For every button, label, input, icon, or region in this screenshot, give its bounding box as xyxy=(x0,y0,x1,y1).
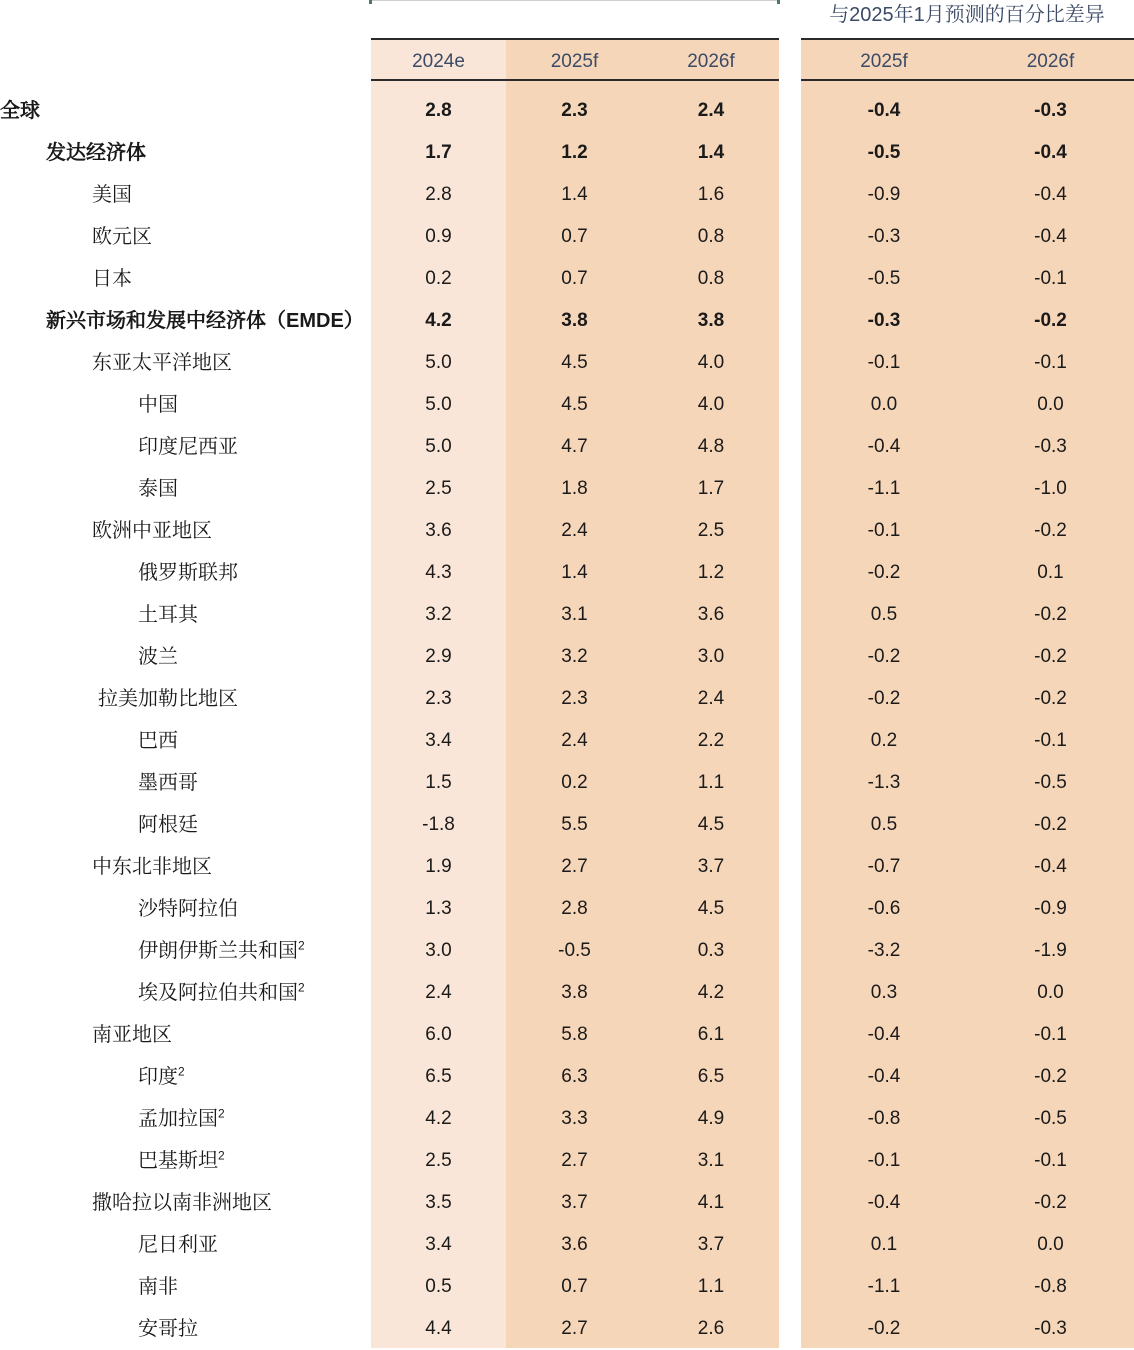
row-label xyxy=(138,1266,178,1308)
table-row xyxy=(0,930,1134,972)
diff-value: 0.1 xyxy=(1037,562,1064,583)
row-label-text: 泰国 xyxy=(138,478,178,500)
growth-value: -0.5 xyxy=(558,940,591,961)
row-label xyxy=(92,1182,272,1224)
diff-value: -0.5 xyxy=(867,268,901,289)
growth-value: 2.4 xyxy=(425,982,452,1003)
row-label-text: 拉美加勒比地区 xyxy=(98,688,238,710)
row-label xyxy=(138,972,305,1014)
diff-value: -0.4 xyxy=(867,436,901,457)
row-label xyxy=(138,1098,225,1140)
growth-value: 2.8 xyxy=(561,898,588,919)
growth-value: 3.8 xyxy=(697,310,725,331)
table-row xyxy=(0,90,1134,132)
growth-value: 6.0 xyxy=(425,1024,452,1045)
table-row xyxy=(0,972,1134,1014)
diff-value: 0.0 xyxy=(1037,394,1064,415)
growth-value: 1.2 xyxy=(561,142,588,163)
growth-value: 2.4 xyxy=(697,100,725,121)
growth-value: 0.8 xyxy=(697,226,725,247)
table-row xyxy=(0,678,1134,720)
diff-value: -0.3 xyxy=(1034,436,1067,457)
growth-value: 4.4 xyxy=(425,1318,452,1339)
growth-value: 1.6 xyxy=(697,184,725,205)
row-label-text: 欧洲中亚地区 xyxy=(92,520,212,542)
diff-value: -0.4 xyxy=(1034,142,1067,163)
row-label-text: 墨西哥 xyxy=(138,772,198,794)
row-label xyxy=(92,216,152,258)
row-label xyxy=(138,888,238,930)
row-label-text: 阿根廷 xyxy=(138,814,198,836)
growth-value: 2.8 xyxy=(425,184,452,205)
row-label xyxy=(98,678,238,720)
growth-value: 1.7 xyxy=(697,478,725,499)
table-row xyxy=(0,426,1134,468)
row-label-text: 印度 xyxy=(138,1066,178,1088)
growth-value: 1.3 xyxy=(425,898,452,919)
diff-value: 0.3 xyxy=(870,982,898,1003)
growth-value: 3.2 xyxy=(425,604,452,625)
growth-value: 6.3 xyxy=(561,1066,588,1087)
table-row xyxy=(0,1224,1134,1266)
table-row xyxy=(0,1098,1134,1140)
row-label xyxy=(46,132,146,174)
growth-value: 4.2 xyxy=(425,1108,452,1129)
growth-value: 2.5 xyxy=(425,478,452,499)
row-label xyxy=(92,174,132,216)
growth-value: 2.5 xyxy=(697,520,725,541)
row-label-text: 东亚太平洋地区 xyxy=(92,352,232,374)
row-label xyxy=(92,258,132,300)
diff-section-title: 与2025年1月预测的百分比差异 xyxy=(829,4,1105,26)
diff-value: -0.1 xyxy=(1034,1150,1067,1171)
row-label xyxy=(138,762,198,804)
diff-value: -1.3 xyxy=(867,772,901,793)
col-header-2024e: 2024e xyxy=(412,51,465,72)
diff-value: -0.4 xyxy=(867,1024,901,1045)
diff-value: -1.9 xyxy=(1034,940,1067,961)
diff-value: -0.1 xyxy=(867,520,901,541)
row-label xyxy=(138,636,178,678)
table-row xyxy=(0,1182,1134,1224)
growth-value: 4.0 xyxy=(697,394,725,415)
diff-value: -0.2 xyxy=(1034,1066,1067,1087)
table-row xyxy=(0,762,1134,804)
diff-value: -0.1 xyxy=(867,352,901,373)
growth-value: 2.8 xyxy=(425,100,452,121)
diff-value: -0.8 xyxy=(1034,1276,1067,1297)
growth-value: 5.0 xyxy=(425,394,452,415)
growth-value: 4.2 xyxy=(425,310,452,331)
growth-value: 1.5 xyxy=(425,772,452,793)
growth-value: 0.2 xyxy=(425,268,452,289)
table-row xyxy=(0,510,1134,552)
row-label xyxy=(92,846,212,888)
diff-value: -0.2 xyxy=(867,562,901,583)
footnote-marker: 2 xyxy=(218,1148,225,1163)
diff-col-header-2026f: 2026f xyxy=(1026,51,1075,72)
diff-value: -0.1 xyxy=(1034,352,1067,373)
row-label-text: 南非 xyxy=(138,1276,178,1298)
diff-value: -0.7 xyxy=(867,856,901,877)
growth-value: 3.7 xyxy=(697,1234,725,1255)
growth-value: 0.7 xyxy=(561,1276,588,1297)
growth-value: 1.7 xyxy=(425,142,452,163)
table-row xyxy=(0,846,1134,888)
table-row xyxy=(0,258,1134,300)
row-label-text: 印度尼西亚 xyxy=(138,436,238,458)
growth-value: 3.4 xyxy=(425,730,452,751)
growth-value: 1.1 xyxy=(697,1276,725,1297)
growth-value: 1.9 xyxy=(425,856,452,877)
growth-value: 2.7 xyxy=(561,1150,588,1171)
row-label xyxy=(138,1056,185,1098)
growth-value: 1.1 xyxy=(697,772,725,793)
table-row xyxy=(0,552,1134,594)
growth-value: 4.0 xyxy=(697,352,725,373)
diff-value: -0.3 xyxy=(867,310,901,331)
row-label-text: 欧元区 xyxy=(92,226,152,248)
row-label-text: 中国 xyxy=(138,394,178,416)
diff-value: -1.1 xyxy=(867,1276,901,1297)
growth-value: 3.6 xyxy=(561,1234,588,1255)
growth-value: 3.6 xyxy=(425,520,452,541)
diff-value: -0.3 xyxy=(1034,100,1067,121)
diff-value: -0.1 xyxy=(1034,1024,1067,1045)
table-row xyxy=(0,594,1134,636)
diff-value: -0.2 xyxy=(867,688,901,709)
diff-value: -0.1 xyxy=(867,1150,901,1171)
growth-value: 0.8 xyxy=(697,268,725,289)
row-label-text: 全球 xyxy=(0,100,40,122)
growth-value: 2.9 xyxy=(425,646,452,667)
growth-value: 3.4 xyxy=(425,1234,452,1255)
growth-value: 4.3 xyxy=(425,562,452,583)
diff-value: 0.5 xyxy=(870,604,898,625)
row-label-text: 中东北非地区 xyxy=(92,856,212,878)
growth-value: 3.1 xyxy=(697,1150,725,1171)
growth-value: 3.7 xyxy=(561,1192,588,1213)
diff-value: -0.9 xyxy=(867,184,901,205)
growth-value: 5.5 xyxy=(561,814,588,835)
row-label xyxy=(138,384,178,426)
row-label-text: 安哥拉 xyxy=(138,1318,198,1340)
growth-value: 4.5 xyxy=(697,814,725,835)
row-label xyxy=(138,1224,218,1266)
table-row xyxy=(0,384,1134,426)
growth-value: 4.9 xyxy=(697,1108,725,1129)
table-row xyxy=(0,300,1134,342)
row-label-text: 尼日利亚 xyxy=(138,1234,218,1256)
growth-value: 2.4 xyxy=(561,730,588,751)
row-label-text: 沙特阿拉伯 xyxy=(138,898,238,920)
diff-value: 0.0 xyxy=(1037,1234,1064,1255)
diff-value: -0.4 xyxy=(1034,856,1067,877)
growth-value: 4.5 xyxy=(561,394,588,415)
growth-value: 6.1 xyxy=(697,1024,725,1045)
growth-value: 1.4 xyxy=(697,142,725,163)
diff-value: 0.1 xyxy=(870,1234,898,1255)
growth-value: 2.5 xyxy=(425,1150,452,1171)
growth-value: 2.6 xyxy=(697,1318,725,1339)
row-label xyxy=(92,510,212,552)
diff-value: -0.5 xyxy=(867,142,901,163)
row-label-text: 发达经济体 xyxy=(46,142,146,164)
row-label-text: 巴基斯坦 xyxy=(138,1150,218,1172)
growth-value: 5.0 xyxy=(425,352,452,373)
row-label xyxy=(138,804,198,846)
top-tick-left xyxy=(369,0,372,4)
row-label-text: 伊朗伊斯兰共和国 xyxy=(138,940,298,962)
row-label xyxy=(92,1014,172,1056)
table-row xyxy=(0,132,1134,174)
growth-value: 2.4 xyxy=(697,688,725,709)
growth-value: 0.2 xyxy=(561,772,588,793)
growth-value: 0.5 xyxy=(425,1276,452,1297)
growth-value: 5.8 xyxy=(561,1024,588,1045)
row-label xyxy=(138,720,178,762)
diff-value: 0.5 xyxy=(870,814,898,835)
growth-value: 4.8 xyxy=(697,436,725,457)
diff-value: -0.1 xyxy=(1034,268,1067,289)
col-header-2025f: 2025f xyxy=(550,51,599,72)
diff-value: -0.5 xyxy=(1034,1108,1067,1129)
diff-header-bottom-rule xyxy=(801,79,1134,81)
row-label xyxy=(138,1308,198,1350)
row-label xyxy=(138,1140,225,1182)
growth-value: 1.8 xyxy=(561,478,588,499)
diff-value: -0.4 xyxy=(1034,226,1067,247)
row-label-text: 撒哈拉以南非洲地区 xyxy=(92,1192,272,1214)
table-row xyxy=(0,804,1134,846)
diff-value: -0.2 xyxy=(1034,646,1067,667)
row-label xyxy=(46,300,364,342)
col-header-2026f: 2026f xyxy=(687,51,735,72)
diff-value: -1.0 xyxy=(1034,478,1067,499)
growth-value: 4.5 xyxy=(697,898,725,919)
row-label xyxy=(138,594,198,636)
table-row xyxy=(0,1014,1134,1056)
diff-value: -0.2 xyxy=(1034,688,1067,709)
row-label xyxy=(92,342,232,384)
growth-value: 1.4 xyxy=(561,562,588,583)
diff-value: -0.5 xyxy=(1034,772,1067,793)
growth-value: 6.5 xyxy=(425,1066,452,1087)
growth-value: 3.2 xyxy=(561,646,588,667)
diff-value: -0.2 xyxy=(1034,310,1067,331)
diff-value: -0.8 xyxy=(867,1108,901,1129)
row-label-text: 土耳其 xyxy=(138,604,198,626)
growth-value: 2.3 xyxy=(561,688,588,709)
table-row xyxy=(0,1140,1134,1182)
row-label-text: 南亚地区 xyxy=(92,1024,172,1046)
growth-value: 3.0 xyxy=(425,940,452,961)
diff-header-top-rule xyxy=(801,38,1134,40)
diff-value: -1.1 xyxy=(867,478,901,499)
growth-value: 0.9 xyxy=(425,226,452,247)
table-row xyxy=(0,468,1134,510)
growth-value: 2.3 xyxy=(561,100,588,121)
diff-value: -0.9 xyxy=(1034,898,1067,919)
growth-value: 2.7 xyxy=(561,1318,588,1339)
table-row xyxy=(0,174,1134,216)
row-label-text: 波兰 xyxy=(138,646,178,668)
growth-value: 2.7 xyxy=(561,856,588,877)
growth-value: 0.3 xyxy=(697,940,725,961)
diff-col-header-2025f: 2025f xyxy=(860,51,908,72)
growth-value: 0.7 xyxy=(561,226,588,247)
diff-value: -0.2 xyxy=(1034,1192,1067,1213)
growth-value: 4.2 xyxy=(697,982,725,1003)
table-row xyxy=(0,342,1134,384)
diff-value: -0.4 xyxy=(1034,184,1067,205)
top-border xyxy=(371,0,779,1)
footnote-marker: 2 xyxy=(178,1064,185,1079)
footnote-marker: 2 xyxy=(218,1106,225,1121)
footnote-marker: 2 xyxy=(298,980,305,995)
growth-value: -1.8 xyxy=(422,814,455,835)
table-row xyxy=(0,720,1134,762)
growth-value: 1.4 xyxy=(561,184,588,205)
row-label-text: 埃及阿拉伯共和国 xyxy=(138,982,298,1004)
table-row xyxy=(0,1056,1134,1098)
growth-value: 2.4 xyxy=(561,520,588,541)
table-row xyxy=(0,1266,1134,1308)
diff-value: -0.4 xyxy=(867,1066,901,1087)
diff-value: -0.4 xyxy=(867,1192,901,1213)
diff-value: -0.2 xyxy=(867,646,901,667)
diff-value: 0.2 xyxy=(870,730,898,751)
row-label xyxy=(138,930,305,972)
growth-value: 3.8 xyxy=(561,982,588,1003)
row-label-text: 俄罗斯联邦 xyxy=(138,562,238,584)
row-label-text: 巴西 xyxy=(138,730,178,752)
diff-value: -0.4 xyxy=(867,100,901,121)
diff-value: 0.0 xyxy=(1037,982,1064,1003)
header-bottom-rule xyxy=(371,79,779,81)
diff-value: -0.6 xyxy=(867,898,901,919)
row-label-text: 新兴市场和发展中经济体（EMDE） xyxy=(46,310,364,332)
diff-value: -0.2 xyxy=(1034,604,1067,625)
growth-value: 3.1 xyxy=(561,604,588,625)
row-label xyxy=(138,552,238,594)
growth-value: 4.1 xyxy=(697,1192,725,1213)
row-label-text: 日本 xyxy=(92,268,132,290)
growth-value: 2.3 xyxy=(425,688,452,709)
table-row xyxy=(0,636,1134,678)
growth-value: 6.5 xyxy=(697,1066,725,1087)
footnote-marker: 2 xyxy=(298,938,305,953)
diff-value: -3.2 xyxy=(867,940,901,961)
growth-value: 3.5 xyxy=(425,1192,452,1213)
growth-value: 3.7 xyxy=(697,856,725,877)
row-label-text: 美国 xyxy=(92,184,132,206)
growth-value: 2.2 xyxy=(697,730,725,751)
diff-value: -0.2 xyxy=(867,1318,901,1339)
diff-value: -0.3 xyxy=(1034,1318,1067,1339)
growth-value: 3.6 xyxy=(697,604,725,625)
diff-value: -0.1 xyxy=(1034,730,1067,751)
growth-value: 1.2 xyxy=(697,562,725,583)
diff-value: -0.3 xyxy=(867,226,901,247)
growth-value: 4.5 xyxy=(561,352,588,373)
growth-value: 4.7 xyxy=(561,436,588,457)
row-label-text: 孟加拉国 xyxy=(138,1108,218,1130)
growth-value: 3.0 xyxy=(697,646,725,667)
diff-value: -0.2 xyxy=(1034,520,1067,541)
diff-value: -0.2 xyxy=(1034,814,1067,835)
table-row xyxy=(0,1308,1134,1350)
table-row xyxy=(0,888,1134,930)
row-label xyxy=(138,426,238,468)
growth-value: 3.8 xyxy=(561,310,588,331)
growth-value: 3.3 xyxy=(561,1108,588,1129)
growth-value: 0.7 xyxy=(561,268,588,289)
growth-value: 5.0 xyxy=(425,436,452,457)
row-label xyxy=(138,468,178,510)
row-label xyxy=(0,90,40,132)
table-row xyxy=(0,216,1134,258)
header-top-rule xyxy=(371,38,779,40)
diff-value: 0.0 xyxy=(870,394,898,415)
top-tick-right xyxy=(777,0,780,4)
